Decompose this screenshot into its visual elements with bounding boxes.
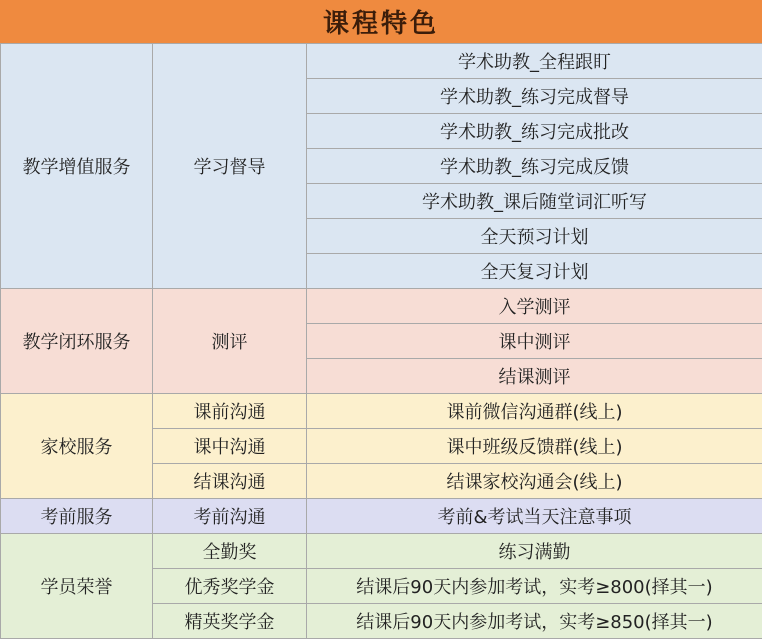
item-cell: 结课家校沟通会(线上) [307,464,762,499]
item-cell: 结课测评 [307,359,762,394]
item-cell: 学术助教_全程跟盯 [307,44,762,79]
subcategory-cell: 全勤奖 [153,534,307,569]
subcategory-cell: 测评 [153,289,307,394]
item-cell: 学术助教_课后随堂词汇听写 [307,184,762,219]
item-cell: 课中测评 [307,324,762,359]
item-cell: 入学测评 [307,289,762,324]
course-features-table [0,43,762,639]
table-row [1,394,762,429]
table-row [1,44,762,79]
item-cell: 全天预习计划 [307,219,762,254]
subcategory-cell: 课中沟通 [153,429,307,464]
category-cell: 考前服务 [1,499,153,534]
category-cell: 家校服务 [1,394,153,499]
subcategory-cell: 考前沟通 [153,499,307,534]
table-title: 课程特色 [323,3,439,40]
item-cell: 结课后90天内参加考试，实考≥850(择其一) [307,604,762,639]
category-cell: 学员荣誉 [1,534,153,639]
subcategory-cell: 课前沟通 [153,394,307,429]
table-row [1,289,762,324]
subcategory-cell: 学习督导 [153,44,307,289]
item-cell: 课前微信沟通群(线上) [307,394,762,429]
item-cell: 课中班级反馈群(线上) [307,429,762,464]
item-cell: 练习满勤 [307,534,762,569]
table-title-bar [0,0,762,43]
item-cell: 学术助教_练习完成反馈 [307,149,762,184]
item-cell: 结课后90天内参加考试，实考≥800(择其一) [307,569,762,604]
item-cell: 考前&考试当天注意事项 [307,499,762,534]
category-cell: 教学增值服务 [1,44,153,289]
item-cell: 全天复习计划 [307,254,762,289]
table-row [1,534,762,569]
subcategory-cell: 精英奖学金 [153,604,307,639]
item-cell: 学术助教_练习完成批改 [307,114,762,149]
subcategory-cell: 优秀奖学金 [153,569,307,604]
table-row [1,499,762,534]
subcategory-cell: 结课沟通 [153,464,307,499]
item-cell: 学术助教_练习完成督导 [307,79,762,114]
category-cell: 教学闭环服务 [1,289,153,394]
